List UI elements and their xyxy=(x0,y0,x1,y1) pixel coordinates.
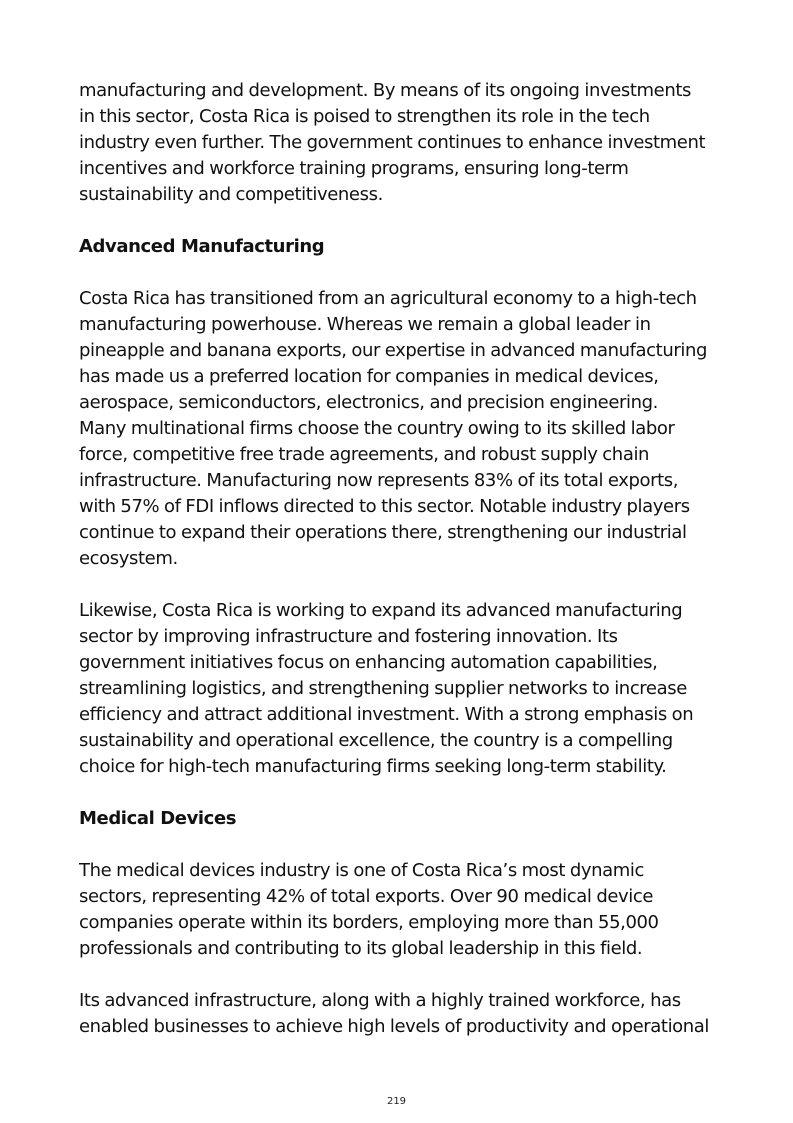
text-line: enabled businesses to achieve high levels of productivity and operational xyxy=(79,1016,710,1037)
text-line: government initiatives focus on enhancing automation capabilities, xyxy=(79,652,658,673)
text-line: Many multinational firms choose the country owing to its skilled labor xyxy=(79,418,675,439)
text-line: sectors, representing 42% of total exports. Over 90 medical device xyxy=(79,886,654,907)
text-line: in this sector, Costa Rica is poised to strengthen its role in the tech xyxy=(79,106,650,127)
text-line: Costa Rica has transitioned from an agricultural economy to a high-tech xyxy=(79,288,697,309)
section-heading-advanced-manufacturing: Advanced Manufacturing xyxy=(79,236,325,257)
text-line: manufacturing and development. By means of its ongoing investments xyxy=(79,80,691,101)
text-line: efficiency and attract additional investment. With a strong emphasis on xyxy=(79,704,694,725)
text-line: sustainability and operational excellence, the country is a compelling xyxy=(79,730,673,751)
page-number: 219 xyxy=(386,1096,407,1107)
paragraph-manufacturing-2 xyxy=(79,598,724,780)
text-line: force, competitive free trade agreements, and robust supply chain xyxy=(79,444,650,465)
text-line: Likewise, Costa Rica is working to expand its advanced manufacturing xyxy=(79,600,683,621)
text-line: industry even further. The government continues to enhance investment xyxy=(79,132,706,153)
section-heading-medical-devices: Medical Devices xyxy=(79,808,237,829)
text-line: with 57% of FDI inflows directed to this sector. Notable industry players xyxy=(79,496,690,517)
text-line: aerospace, semiconductors, electronics, and precision engineering. xyxy=(79,392,658,413)
text-line: sector by improving infrastructure and fostering innovation. Its xyxy=(79,626,618,647)
text-line: professionals and contributing to its global leadership in this field. xyxy=(79,938,643,959)
text-line: continue to expand their operations there, strengthening our industrial xyxy=(79,522,687,543)
text-line: sustainability and competitiveness. xyxy=(79,184,383,205)
text-line: The medical devices industry is one of Costa Rica’s most dynamic xyxy=(79,860,645,881)
text-line: infrastructure. Manufacturing now represents 83% of its total exports, xyxy=(79,470,679,491)
text-line: incentives and workforce training programs, ensuring long-term xyxy=(79,158,629,179)
text-line: manufacturing powerhouse. Whereas we remain a global leader in xyxy=(79,314,651,335)
text-line: has made us a preferred location for companies in medical devices, xyxy=(79,366,659,387)
text-line: streamlining logistics, and strengthening supplier networks to increase xyxy=(79,678,687,699)
paragraph-manufacturing-1 xyxy=(79,286,724,572)
text-line: Its advanced infrastructure, along with a highly trained workforce, has xyxy=(79,990,681,1011)
paragraph-intro xyxy=(79,78,724,208)
text-line: pineapple and banana exports, our expertise in advanced manufacturing xyxy=(79,340,707,361)
text-line: ecosystem. xyxy=(79,548,178,569)
document-page xyxy=(79,78,724,1066)
paragraph-medical-1 xyxy=(79,858,724,962)
paragraph-medical-2 xyxy=(79,988,724,1040)
text-line: companies operate within its borders, employing more than 55,000 xyxy=(79,912,659,933)
text-line: choice for high-tech manufacturing firms seeking long-term stability. xyxy=(79,756,667,777)
